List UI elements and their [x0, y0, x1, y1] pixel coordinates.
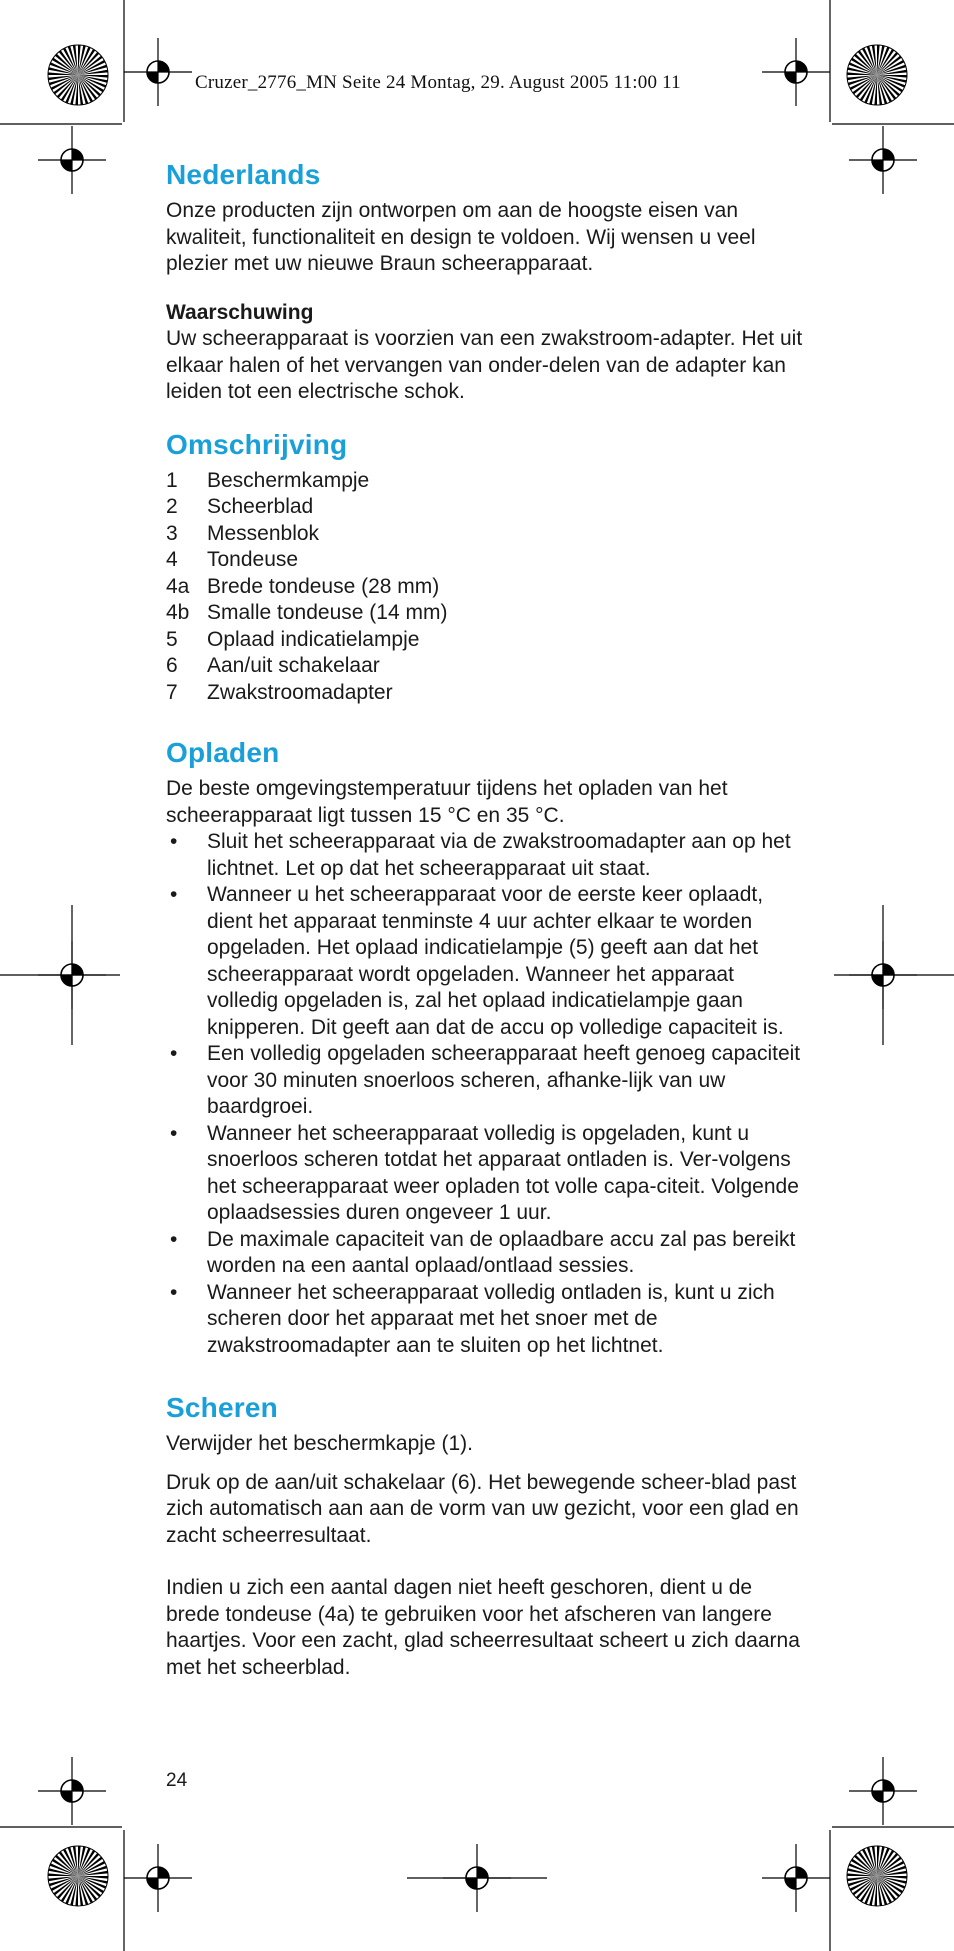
registration-mark [849, 126, 917, 194]
section-title-omschrijving: Omschrijving [166, 428, 348, 460]
star-target-icon [847, 1846, 907, 1906]
page-number: 24 [166, 1770, 188, 1791]
list-item: 5 Oplaad indicatielampje [166, 627, 420, 651]
shaving-text-2: Druk op de aan/uit schakelaar (6). Het bewegende scheer-blad past zich automatisch aan aan de vorm van uw gezicht, voor een glad en zacht scheerresultaat. [166, 1470, 799, 1547]
list-item: • Wanneer u het scheerapparaat voor de eerste keer oplaadt, dient het apparaat tenminste 4 uur achter elkaar te worden opgeladen. Het oplaad indicatielampje (5) geeft aan dat het scheerapparaat wordt opgeladen. Wanneer het apparaat volledig opgeladen is, zal het oplaad indicatielampje gaan knipperen. Dit geeft aan dat de accu op volledige capaciteit is. [170, 883, 784, 1039]
parts-list [166, 468, 806, 707]
print-slug: Cruzer_2776_MN Seite 24 Montag, 29. August 2005 11:00 11 [195, 72, 681, 93]
warning-text: Uw scheerapparaat is voorzien van een zwakstroom-adapter. Het uit elkaar halen of het vervangen van onder-delen van de adapter kan leiden tot een electrische schok. [166, 327, 803, 403]
warning-title: Waarschuwing [166, 300, 314, 324]
section-title-nederlands: Nederlands [166, 159, 321, 190]
section-title-opladen: Opladen [166, 737, 280, 768]
manual-content [166, 152, 806, 1681]
charging-bullets [166, 829, 806, 1359]
list-item: 4a Brede tondeuse (28 mm) [166, 574, 440, 598]
section-title-scheren: Scheren [166, 1392, 278, 1423]
list-item: • Wanneer het scheerapparaat volledig ontladen is, kunt u zich scheren door het apparaat met het snoer met de zwakstroomadapter aan te sluiten op het lichtnet. [170, 1280, 775, 1357]
registration-mark [762, 1844, 830, 1912]
star-target-icon [48, 1846, 108, 1906]
list-item: 7 Zwakstroomadapter [166, 680, 393, 704]
registration-mark [38, 126, 106, 194]
star-target-icon [847, 45, 907, 105]
list-item: 4b Smalle tondeuse (14 mm) [166, 601, 448, 624]
list-item: 6 Aan/uit schakelaar [166, 654, 380, 677]
list-item: 2 Scheerblad [166, 495, 314, 518]
registration-mark [762, 38, 830, 106]
list-item: 1 Beschermkampje [166, 468, 370, 492]
list-item: • Wanneer het scheerapparaat volledig is opgeladen, kunt u snoerloos scheren totdat het apparaat ontladen is. Ver-volgens het scheerapparaat weer opladen tot volle capa-citeit. Volgende oplaadsessies duren ongeveer 1 uur. [170, 1121, 799, 1224]
star-target-icon [48, 45, 108, 105]
intro-text: Onze producten zijn ontworpen om aan de hoogste eisen van kwaliteit, functionaliteit en design te voldoen. Wij wensen u veel plezier met uw nieuwe Braun scheerapparaat. [166, 199, 756, 275]
shaving-text-3: Indien u zich een aantal dagen niet heeft geschoren, dient u de brede tondeuse (4a) te gebruiken voor het afscheren van langere haartjes. Voor een zacht, glad scheerresultaat scheert u zich daarna met het scheerblad. [166, 1576, 800, 1679]
registration-mark [124, 1844, 192, 1912]
list-item: 4 Tondeuse [166, 548, 299, 571]
list-item: • Sluit het scheerapparaat via de zwakstroomadapter aan op het lichtnet. Let op dat het scheerapparaat uit staat. [170, 830, 791, 880]
list-item: • Een volledig opgeladen scheerapparaat heeft genoeg capaciteit voor 30 minuten snoerloos scheren, afhanke-lijk van uw baardgroei. [170, 1042, 801, 1118]
list-item: 3 Messenblok [166, 521, 320, 545]
charging-intro: De beste omgevingstemperatuur tijdens het opladen van het scheerapparaat ligt tussen 15 °C en 35 °C. [166, 777, 728, 827]
list-item: • De maximale capaciteit van de oplaadbare accu zal pas bereikt worden na een aantal oplaad/ontlaad sessies. [170, 1227, 796, 1277]
shaving-text-1: Verwijder het beschermkapje (1). [166, 1432, 473, 1455]
registration-mark [124, 38, 192, 106]
registration-mark [849, 1757, 917, 1825]
registration-mark [38, 1757, 106, 1825]
